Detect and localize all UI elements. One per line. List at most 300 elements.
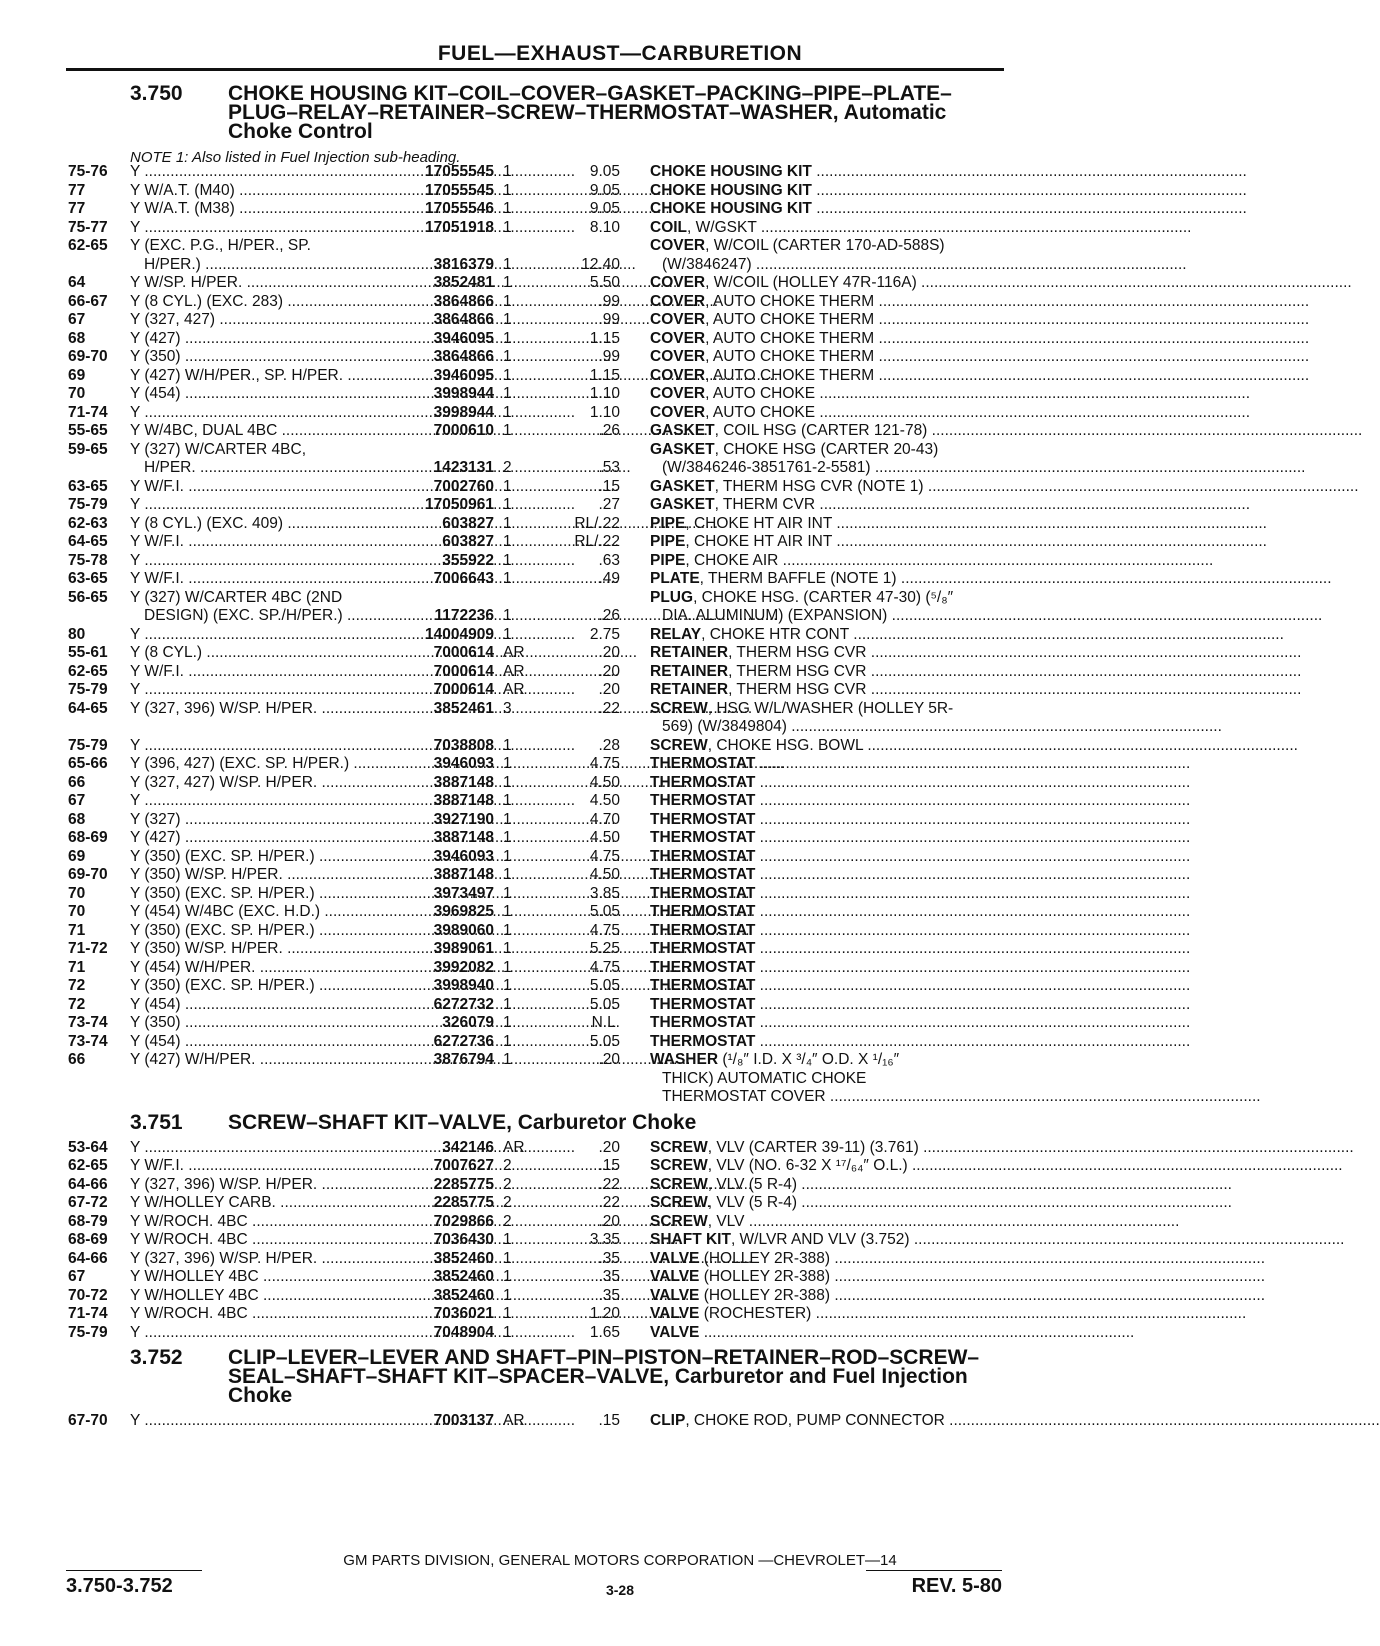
application (130, 755, 392, 774)
application (130, 644, 392, 663)
quantity: 1 (503, 200, 512, 217)
price: 4.75 (589, 921, 620, 939)
part-number: 3864866 (433, 311, 494, 328)
item-category: THERMOSTAT (650, 829, 756, 846)
application (130, 404, 392, 423)
item-line (650, 885, 1190, 902)
part-number: 603827 (442, 533, 494, 550)
part-number: 7000614 (433, 644, 494, 661)
model-years: 64-66 (68, 1249, 108, 1267)
item-line (650, 755, 1190, 772)
item-name (650, 700, 1002, 737)
application (130, 811, 392, 830)
item-line: VALVE (ROCHESTER) ..... (650, 1305, 1246, 1322)
quantity: 1 (503, 1051, 512, 1068)
application (130, 496, 392, 515)
item-category: COVER (650, 292, 706, 310)
application-line: Y ..... (130, 552, 575, 569)
item-line (650, 774, 1190, 791)
item-category: CHOKE HOUSING KIT (650, 200, 812, 217)
price: 1.15 (589, 329, 620, 347)
application-line: Y (350) W/SP. H/PER. ..... (130, 866, 718, 883)
item-line (650, 200, 1247, 217)
item-name (650, 219, 1002, 238)
item-line (650, 1014, 1190, 1031)
price: 4.50 (589, 829, 620, 846)
item-category: RETAINER (650, 644, 729, 661)
price: .20 (598, 644, 620, 661)
item-category: GASKET (650, 477, 715, 495)
part-number: 17055545 (425, 163, 494, 180)
item-line (650, 792, 1190, 809)
application-line: Y (327) W/CARTER 4BC, (130, 440, 307, 458)
application (130, 922, 392, 941)
quantity: AR (503, 1138, 525, 1156)
application-line: Y (350) (EXC. SP. H/PER.) ..... (130, 977, 750, 994)
part-number: 3852481 (433, 274, 494, 291)
model-years: 68-69 (68, 829, 108, 846)
quantity: 3 (503, 699, 512, 717)
item-category: THERMOSTAT (650, 958, 756, 976)
part-number: 6272732 (433, 995, 494, 1013)
item-name (650, 996, 1002, 1015)
item-name (650, 422, 1002, 441)
item-line: SCREW, VLV (NO. 6-32 X ¹⁷/₆₄″ O.L.) ..... (650, 1157, 1343, 1174)
item-line: VALVE (HOLLEY 2R-388) ..... (650, 1268, 1265, 1285)
application (130, 737, 392, 756)
application-line: Y W/F.I. ..... (130, 1157, 619, 1174)
item-line: GASKET, COIL HSG (CARTER 121-78) ..... (650, 422, 1362, 439)
quantity: 1 (503, 1249, 512, 1267)
item-name (650, 1014, 1002, 1033)
price: 1.10 (589, 403, 620, 421)
application (130, 940, 392, 959)
application-line: Y (350) ..... (130, 1014, 616, 1031)
model-years: 67 (68, 792, 86, 809)
quantity: 1 (503, 977, 512, 994)
item-name (650, 1412, 1002, 1431)
model-years: 71 (68, 921, 86, 939)
application (130, 385, 392, 404)
item-category: SCREW (650, 1175, 708, 1193)
item-line: PLATE, THERM BAFFLE (NOTE 1) ..... (650, 570, 1332, 587)
item-line (650, 996, 1190, 1013)
application (130, 1305, 392, 1324)
model-years: 66 (68, 1051, 86, 1068)
application (130, 1157, 392, 1176)
quantity: 1 (503, 1268, 512, 1285)
footer-page-number: 3-28 (605, 1582, 635, 1598)
model-years: 68 (68, 329, 86, 347)
item-category: GASKET (650, 496, 715, 513)
item-name (650, 1194, 1002, 1213)
footer-revision: REV. 5-80 (911, 1575, 1002, 1597)
price: 5.05 (589, 1032, 620, 1050)
part-number: 7000614 (433, 662, 494, 680)
part-number: 3864866 (433, 292, 494, 310)
application (130, 163, 392, 182)
quantity: 1 (503, 921, 512, 939)
model-years: 73-74 (68, 1032, 108, 1050)
item-name (650, 681, 1002, 700)
application (130, 829, 392, 848)
application-line: Y (427) W/H/PER. ..... (130, 1051, 690, 1068)
item-category: VALVE (650, 1286, 700, 1304)
item-category: THERMOSTAT (650, 884, 756, 902)
item-line (650, 903, 1190, 920)
item-line: COVER, AUTO CHOKE THERM ..... (650, 330, 1309, 347)
model-years: 66 (68, 773, 86, 791)
application-line: Y (427) W/H/PER., SP. H/PER. ..... (130, 367, 778, 384)
item-line (650, 848, 1190, 865)
item-category: THERMOSTAT (650, 755, 756, 772)
item-name (650, 385, 1002, 404)
part-number: 7003137 (433, 1412, 494, 1429)
section-title: SCREW–SHAFT KIT–VALVE, Carburetor Choke (228, 1110, 697, 1134)
price: 1.20 (589, 1305, 620, 1322)
application-line-2: H/PER. ..... (144, 459, 631, 478)
item-name (650, 552, 1002, 571)
quantity: 1 (503, 496, 512, 513)
quantity: 1 (503, 514, 512, 532)
part-number: 3992082 (433, 958, 494, 976)
item-name (650, 163, 1002, 182)
price: .20 (598, 681, 620, 698)
model-years: 67 (68, 1268, 86, 1285)
quantity: 1 (503, 792, 512, 809)
part-number: 17051918 (425, 218, 494, 236)
footer-rule-left (66, 1570, 202, 1571)
price: 9.05 (589, 163, 620, 180)
item-category: THERMOSTAT (650, 940, 756, 957)
item-category: THERMOSTAT (650, 847, 756, 865)
item-line (650, 182, 1247, 199)
price: 4.75 (589, 847, 620, 865)
application-line: Y (454) ..... (130, 385, 616, 402)
application-line: Y ..... (130, 626, 575, 643)
application (130, 1287, 392, 1306)
price: N.L. (591, 1014, 620, 1031)
model-years: 64 (68, 274, 86, 291)
quantity: 1 (503, 1231, 512, 1248)
model-years: 73-74 (68, 1014, 108, 1031)
application (130, 515, 392, 534)
item-category: THERMOSTAT (650, 773, 756, 791)
item-line: SCREW, VLV ..... (650, 1213, 1179, 1230)
application (130, 848, 392, 867)
price: .26 (598, 607, 620, 624)
item-category: COVER (650, 329, 706, 347)
application-line: Y W/F.I. ..... (130, 533, 619, 550)
part-number: 7000610 (433, 422, 494, 439)
item-name (650, 533, 1002, 552)
model-years: 59-65 (68, 440, 108, 458)
quantity: 1 (503, 1286, 512, 1304)
item-name (650, 515, 1002, 534)
model-years: 64-66 (68, 1175, 108, 1193)
part-number: 326079 (442, 1014, 494, 1031)
quantity: 1 (503, 607, 512, 624)
quantity: 1 (503, 385, 512, 402)
price: .35 (598, 1286, 620, 1304)
section-title: CLIP–LEVER–LEVER AND SHAFT–PIN–PISTON–RETAINER–ROD–SCREW–SEAL–SHAFT–SHAFT KIT–SPACER–VALVE, Carburetor and Fuel Injection Choke (228, 1346, 980, 1407)
part-number: 3989060 (433, 921, 494, 939)
application (130, 792, 392, 811)
application-line: Y ..... (130, 792, 575, 809)
model-years: 69-70 (68, 866, 108, 883)
part-number: 7000614 (433, 681, 494, 698)
price: .22 (598, 1194, 620, 1211)
application-line: Y (350) (EXC. SP. H/PER.) ..... (130, 922, 750, 939)
application (130, 885, 392, 904)
application-line: Y (327) ..... (130, 811, 616, 828)
part-number: 7048904 (433, 1323, 494, 1341)
price: RL/.22 (574, 533, 620, 550)
application-line: Y (454) W/4BC (EXC. H.D.) ..... (130, 903, 755, 920)
quantity: 1 (503, 940, 512, 957)
item-name (650, 330, 1002, 349)
quantity: 1 (503, 181, 512, 199)
item-category: THERMOSTAT (650, 977, 756, 994)
application-line: Y ..... (130, 1324, 575, 1341)
item-name (650, 1231, 1002, 1250)
item-line (650, 1324, 1134, 1341)
price: .35 (598, 1268, 620, 1285)
application-line: Y (327, 396) W/SP. H/PER. ..... (130, 700, 752, 717)
application-line: Y ..... (130, 163, 575, 180)
application-line: Y ..... (130, 404, 575, 421)
price: 1.10 (589, 385, 620, 402)
quantity: 2 (503, 1212, 512, 1230)
item-category: GASKET (650, 440, 715, 458)
item-name (650, 496, 1002, 515)
item-name (650, 1250, 1002, 1269)
application-line: Y (350) ..... (130, 348, 616, 365)
item-line: WASHER (¹/₈″ I.D. X ³/₄″ O.D. X ¹/₁₆″ (650, 1051, 900, 1068)
model-years: 72 (68, 995, 86, 1013)
item-line (650, 959, 1190, 976)
application-line: Y (350) (EXC. SP. H/PER.) ..... (130, 885, 750, 902)
application (130, 570, 392, 589)
item-line-2: DIA. ALUMINUM) (EXPANSION) ..... (662, 607, 1322, 626)
item-category: GASKET (650, 422, 715, 439)
item-category: SCREW (650, 1212, 708, 1230)
application-line: Y (427) ..... (130, 330, 616, 347)
model-years: 66-67 (68, 292, 108, 310)
application (130, 330, 392, 349)
section-number: 3.751 (130, 1110, 183, 1134)
price: 1.15 (589, 366, 620, 384)
part-number: 2285775 (433, 1175, 494, 1193)
item-category: COVER (650, 311, 706, 328)
item-name (650, 589, 1002, 626)
application (130, 274, 392, 293)
model-years: 70 (68, 884, 86, 902)
application-line: Y ..... (130, 737, 575, 754)
price: 4.50 (589, 792, 620, 809)
item-category: PIPE (650, 551, 686, 569)
item-category: PIPE (650, 533, 686, 550)
item-name (650, 755, 1002, 774)
application-line: Y ..... (130, 1139, 575, 1156)
quantity: 1 (503, 570, 512, 587)
part-number: 3927190 (433, 810, 494, 828)
item-line: RETAINER, THERM HSG CVR ..... (650, 681, 1301, 698)
price: .26 (598, 422, 620, 439)
part-number: 7036021 (433, 1305, 494, 1322)
quantity: AR (503, 644, 525, 661)
part-number: 7007627 (433, 1157, 494, 1174)
item-line (650, 940, 1190, 957)
part-number: 3852460 (433, 1286, 494, 1304)
model-years: 75-79 (68, 1323, 108, 1341)
part-number: 17055545 (425, 181, 494, 199)
price: 5.05 (589, 903, 620, 920)
application-line: Y (327, 427) ..... (130, 311, 650, 328)
item-category: SCREW (650, 699, 708, 717)
price: 1.65 (589, 1323, 620, 1341)
model-years: 71 (68, 958, 86, 976)
model-years: 53-64 (68, 1138, 108, 1156)
application-line: Y W/ROCH. 4BC ..... (130, 1305, 683, 1322)
price: 3.35 (589, 1231, 620, 1248)
item-category: SCREW (650, 1157, 708, 1174)
part-number: 3887148 (433, 829, 494, 846)
part-number: 3852461 (433, 699, 494, 717)
price: 4.50 (589, 773, 620, 791)
part-number: 14004909 (425, 625, 494, 643)
part-number: 603827 (442, 514, 494, 532)
model-years: 71-74 (68, 403, 108, 421)
item-category: VALVE (650, 1249, 700, 1267)
application (130, 533, 392, 552)
application-line: Y (427) ..... (130, 829, 616, 846)
model-years: 62-65 (68, 1157, 108, 1174)
application (130, 293, 392, 312)
quantity: AR (503, 1412, 525, 1429)
price: 5.05 (589, 995, 620, 1013)
part-number: 7038808 (433, 736, 494, 754)
item-category: COVER (650, 348, 706, 365)
item-line (650, 977, 1190, 994)
application (130, 1194, 392, 1213)
price: 4.75 (589, 958, 620, 976)
footer-publisher: GM PARTS DIVISION, GENERAL MOTORS CORPORATION —CHEVROLET—14 (343, 1552, 897, 1569)
quantity: 1 (503, 292, 512, 310)
price: 2.75 (589, 625, 620, 643)
application (130, 588, 392, 624)
item-name (650, 1176, 1002, 1195)
item-line: SCREW, HSG W/L/WASHER (HOLLEY 5R- (650, 699, 954, 717)
item-category: THERMOSTAT (650, 1032, 756, 1050)
item-name (650, 959, 1002, 978)
model-years: 72 (68, 977, 86, 994)
model-years: 75-76 (68, 163, 108, 180)
item-name (650, 977, 1002, 996)
quantity: 2 (503, 1175, 512, 1193)
item-category: SCREW (650, 736, 708, 754)
item-category: THERMOSTAT (650, 810, 756, 828)
quantity: 1 (503, 958, 512, 976)
application (130, 774, 392, 793)
item-name (650, 940, 1002, 959)
price: 5.05 (589, 977, 620, 994)
model-years: 55-61 (68, 644, 108, 661)
price: .20 (598, 662, 620, 680)
application-line: Y W/F.I. ..... (130, 478, 619, 495)
model-years: 62-65 (68, 662, 108, 680)
item-name (650, 404, 1002, 423)
part-number: 6272736 (433, 1032, 494, 1050)
application-line: Y W/HOLLEY 4BC ..... (130, 1287, 694, 1304)
model-years: 69 (68, 366, 86, 384)
part-number: 3989061 (433, 940, 494, 957)
model-years: 75-77 (68, 218, 108, 236)
part-number: 3852460 (433, 1249, 494, 1267)
quantity: 1 (503, 995, 512, 1013)
item-name (650, 792, 1002, 811)
item-name (650, 1287, 1002, 1306)
application-line: Y (8 CYL.) (EXC. 409) ..... (130, 515, 718, 532)
price: 9.05 (589, 200, 620, 217)
price: .15 (598, 1157, 620, 1174)
page-header: FUEL—EXHAUST—CARBURETION (437, 42, 803, 65)
price: .15 (598, 477, 620, 495)
item-line: COVER, AUTO CHOKE THERM ..... (650, 348, 1309, 365)
item-category: THERMOSTAT (650, 921, 756, 939)
item-category: THERMOSTAT (650, 995, 756, 1013)
item-line: PIPE, CHOKE HT AIR INT ..... (650, 533, 1267, 550)
application (130, 1033, 392, 1052)
model-years: 69-70 (68, 348, 108, 365)
item-line: PLUG, CHOKE HSG. (CARTER 47-30) (⁵/₈″ (650, 588, 954, 606)
model-years: 70 (68, 903, 86, 920)
part-number: 3946093 (433, 755, 494, 772)
application-line: Y (327) W/CARTER 4BC (2ND (130, 588, 343, 606)
application (130, 182, 392, 201)
application-line: Y ..... (130, 1412, 575, 1429)
price: 4.70 (589, 810, 620, 828)
model-years: 62-63 (68, 514, 108, 532)
quantity: 1 (503, 847, 512, 865)
item-line: COVER, AUTO CHOKE ..... (650, 404, 1250, 421)
item-line: COIL, W/GSKT ..... (650, 219, 1191, 236)
model-years: 65-66 (68, 755, 108, 772)
quantity: 1 (503, 163, 512, 180)
item-category: WASHER (650, 1051, 719, 1068)
model-years: 70-72 (68, 1286, 108, 1304)
quantity: 1 (503, 1014, 512, 1031)
price: .35 (598, 1249, 620, 1267)
application (130, 1014, 392, 1033)
item-category: CLIP (650, 1412, 686, 1429)
model-years: 75-79 (68, 496, 108, 513)
item-name (650, 903, 1002, 922)
item-line: COVER, AUTO CHOKE THERM ..... (650, 311, 1309, 328)
item-category: COVER (650, 274, 706, 291)
item-category: RETAINER (650, 681, 729, 698)
item-name (650, 811, 1002, 830)
price: .99 (598, 292, 620, 310)
price: .27 (598, 496, 620, 513)
part-number: 3887148 (433, 773, 494, 791)
item-name (650, 848, 1002, 867)
item-category: COVER (650, 366, 706, 384)
application (130, 478, 392, 497)
application-line: Y W/A.T. (M40) ..... (130, 182, 670, 199)
application (130, 440, 392, 476)
application-line: Y (327, 396) W/SP. H/PER. ..... (130, 1250, 752, 1267)
